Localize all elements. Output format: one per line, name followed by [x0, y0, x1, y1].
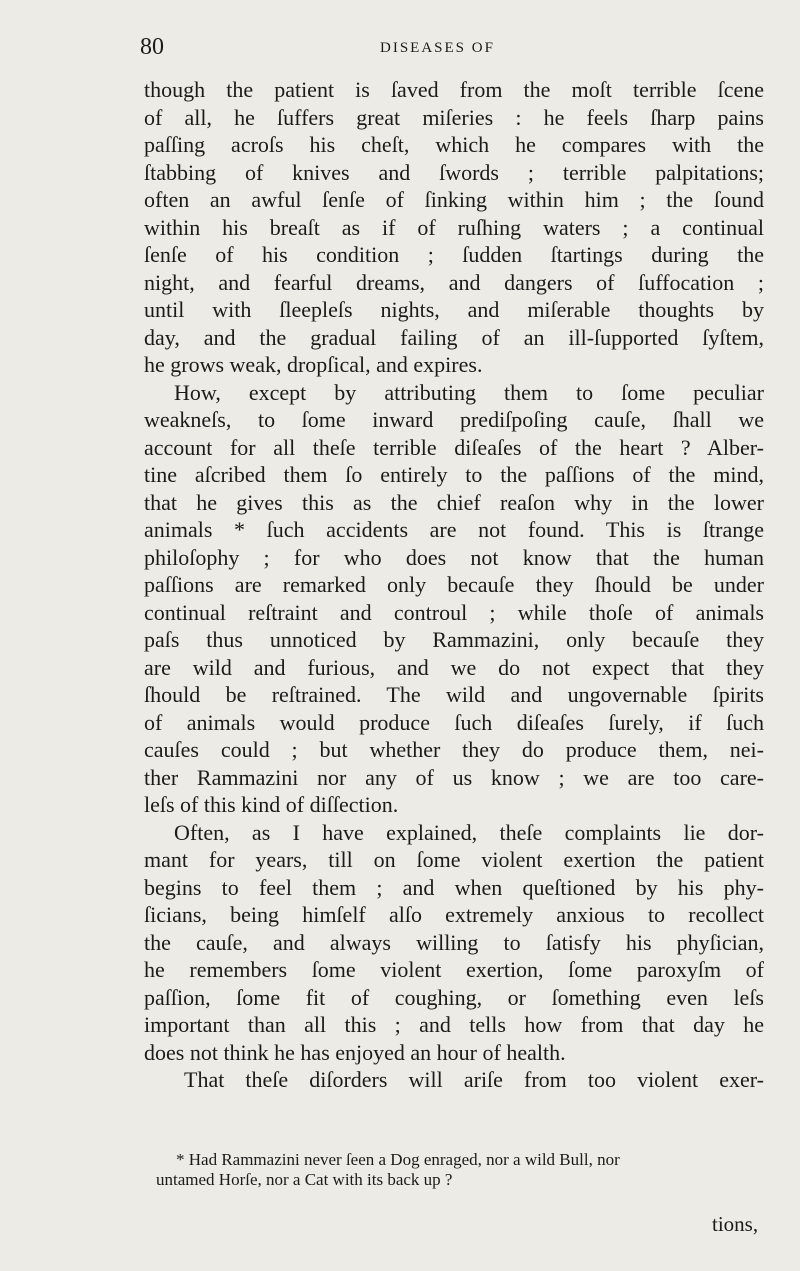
text-line: day, and the gradual failing of an ill-ſupported ſyſtem, — [144, 324, 764, 350]
text-line: of animals would produce ſuch diſeaſes ſurely, if ſuch — [144, 709, 764, 735]
footnote-line: untamed Horſe, nor a Cat with its back up ? — [156, 1170, 453, 1189]
text-line: night, and fearful dreams, and dangers of ſuffocation ; — [144, 269, 764, 295]
text-line: are wild and furious, and we do not expect that they — [144, 654, 764, 680]
text-line: of all, he ſuffers great miſeries : he feels ſharp pains — [144, 104, 764, 130]
text-line: he remembers ſome violent exertion, ſome paroxyſm of — [144, 957, 764, 982]
text-line: ſicians, being himſelf alſo extremely anxious to recollect — [144, 902, 764, 927]
text-line: paſſion, ſome fit of coughing, or ſomething even leſs — [144, 984, 764, 1010]
page-number: 80 — [140, 34, 164, 60]
text-line: leſs of this kind of diſſection. — [144, 792, 399, 817]
catchword: tions, — [712, 1212, 759, 1236]
text-line: begins to feel them ; and when queſtioned by his phy- — [144, 874, 764, 900]
text-line: animals * ſuch accidents are not found. This is ſtrange — [144, 517, 764, 542]
body-text — [144, 76, 764, 1094]
text-line: tine aſcribed them ſo entirely to the paſſions of the mind, — [144, 462, 764, 487]
text-line: often an awful ſenſe of ſinking within him ; the ſound — [144, 187, 764, 212]
text-line: ther Rammazini nor any of us know ; we are too care- — [144, 764, 764, 790]
page-header — [140, 34, 760, 62]
text-line: ſenſe of his condition ; ſudden ſtartings during the — [144, 242, 764, 267]
text-line: mant for years, till on ſome violent exertion the patient — [144, 847, 764, 872]
footnote — [156, 1150, 771, 1190]
text-line: does not think he has enjoyed an hour of health. — [144, 1039, 566, 1065]
text-line: that he gives this as the chief reaſon why in the lower — [144, 489, 764, 515]
text-line: though the patient is ſaved from the moſt terrible ſcene — [144, 77, 764, 102]
text-line: paſſions are remarked only becauſe they ſhould be under — [144, 572, 764, 597]
text-line: philoſophy ; for who does not know that the human — [144, 544, 764, 570]
text-line: paſſing acroſs his cheſt, which he compares with the — [144, 132, 764, 157]
text-line: ſtabbing of knives and ſwords ; terrible palpitations; — [144, 159, 764, 185]
text-line: paſs thus unnoticed by Rammazini, only becauſe they — [144, 627, 764, 652]
text-line: continual reſtraint and controul ; while thoſe of animals — [144, 599, 764, 625]
footnote-line: * Had Rammazini never ſeen a Dog enraged, nor a wild Bull, nor — [176, 1150, 620, 1169]
text-line: account for all theſe terrible diſeaſes of the heart ? Alber- — [144, 434, 764, 460]
text-line: That theſe diſorders will ariſe from too violent exer- — [184, 1067, 764, 1092]
text-line: within his breaſt as if of ruſhing waters ; a continual — [144, 214, 764, 240]
text-line: he grows weak, dropſical, and expires. — [144, 352, 483, 377]
running-head: DISEASES OF — [380, 40, 495, 56]
text-line: weakneſs, to ſome inward prediſpoſing cauſe, ſhall we — [144, 407, 764, 432]
text-line: Often, as I have explained, theſe complaints lie dor- — [174, 819, 764, 845]
text-line: ſhould be reſtrained. The wild and ungovernable ſpirits — [144, 682, 764, 707]
text-line: cauſes could ; but whether they do produce them, nei- — [144, 737, 764, 762]
text-line: important than all this ; and tells how from that day he — [144, 1012, 764, 1037]
text-line: until with ſleepleſs nights, and miſerable thoughts by — [144, 297, 764, 322]
text-line: the cauſe, and always willing to ſatisfy his phyſician, — [144, 929, 764, 955]
text-line: How, except by attributing them to ſome peculiar — [174, 379, 764, 405]
